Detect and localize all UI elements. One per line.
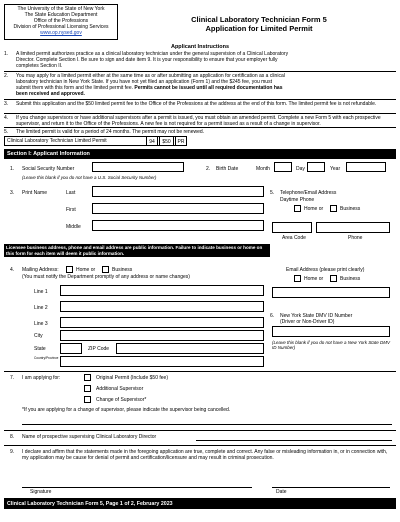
apply-label: I am applying for: [22,375,61,381]
item-number: 1. [10,166,15,172]
phone-business-label: Business [340,206,361,212]
original-permit-label: Original Permit (Include $50 fee) [96,375,168,381]
zip-input[interactable] [116,343,264,354]
permit-label: Clinical Laboratory Technician Limited Permit [7,138,107,144]
phone-label: Phone [348,235,363,241]
line3-label: Line 3 [34,321,48,327]
change-supervisor-label: Change of Supervisor* [96,397,147,403]
email-home-label: Home or [304,276,324,282]
mailing-home-checkbox[interactable] [66,266,73,273]
form-title: Clinical Laboratory Technician Form 5 [191,15,327,24]
instruction-bold: Permits cannot be issued until all required documentation has been received and approved. [16,85,283,97]
phone-input[interactable] [316,222,390,233]
mailing-label: Mailing Address: [22,267,59,273]
cancelled-supervisor-line[interactable] [22,424,392,425]
instructions-heading: Applicant Instructions [170,44,230,50]
city-input[interactable] [60,330,264,341]
section-title: Section I: Applicant Information [7,151,90,157]
phone-home-label: Home or [304,206,324,212]
website-link[interactable]: www.op.nysed.gov [40,30,82,36]
permit-fee: $50 [159,136,174,146]
birth-label: Birth Date [216,166,239,172]
year-label: Year [330,166,341,172]
item-number: 7. [10,375,15,381]
notice-text: Licensee business address, phone and email address are public information. Failure to indicate business or home on this form for each item will deem it public information. [6,245,263,256]
address-line1-input[interactable] [60,285,264,296]
instruction-num: 1. [4,51,9,57]
item-number: 4. [10,267,15,273]
instruction-text: A limited permit authorizes practice as a clinical laboratory technician under the general supervision of a Clinical Laboratory Director. Complete Section I. Be sure to sign and date item 9. It is your responsibility to ensure that your employer fully completes Section II. [16,51,289,69]
address-line3-input[interactable] [60,317,264,328]
phone-business-checkbox[interactable] [330,205,337,212]
ssn-note: (Leave this blank if you do not have a U.S. Social Security Number) [22,175,157,180]
city-label: City [34,333,43,339]
declaration-text: I declare and affirm that the statements made in the foregoing application are true, complete and correct. Any false or misleading information in, or in connection with, my application may be cause for denial of permit and certification/licensure and may result in criminal prosecution. [22,449,388,461]
state-label: State [34,346,46,352]
item-number: 2. [206,166,211,172]
agency-line: Division of Professional Licensing Services [13,24,109,30]
item-number: 8. [10,434,15,440]
line2-label: Line 2 [34,305,48,311]
date-line[interactable] [272,487,390,488]
signature-label: Signature [30,489,52,495]
supervisor-name-line[interactable] [196,440,392,441]
day-input[interactable] [307,162,325,172]
additional-supervisor-label: Additional Supervisor [96,386,144,392]
mailing-business-checkbox[interactable] [102,266,109,273]
agency-line: The University of the State of New York [17,6,105,12]
area-code-input[interactable] [272,222,312,233]
item-number: 6. [270,313,275,319]
item-number: 9. [10,449,15,455]
instruction-text: If you change supervisors or have additional supervisors after a permit is issued, you must obtain an amended permit. Complete a new Form 5 with each prospective supervisor, and return it to the Office of the Professions. A new fee is not required for a permit issued as a result of a change in supervisor. [16,115,381,127]
dmv-input[interactable] [272,326,390,337]
instruction-num: 3. [4,101,9,107]
mailing-note: (You must notify the Department promptly of any address or name changes) [22,274,190,280]
header [4,4,396,42]
phone-home-checkbox[interactable] [294,205,301,212]
instruction-num: 5. [4,129,9,135]
year-input[interactable] [346,162,386,172]
item-number: 5. [270,190,275,196]
middle-name-input[interactable] [92,220,264,231]
mailing-business-label: Business [112,267,133,273]
month-label: Month [256,166,270,172]
state-input[interactable] [60,343,82,354]
first-label: First [66,207,76,213]
ssn-label: Social Security Number [22,166,75,172]
date-label: Date [276,489,287,495]
day-label: Day [296,166,305,172]
item-number: 3. [10,190,15,196]
instruction-item-2 [16,73,288,97]
email-home-checkbox[interactable] [294,275,301,282]
email-business-checkbox[interactable] [330,275,337,282]
ssn-input[interactable] [92,162,184,172]
instruction-text: The limited permit is valid for a period of 24 months. The permit may not be renewed. [16,129,205,135]
address-line2-input[interactable] [60,301,264,312]
dmv-note: (Leave this blank if you do not have a New York State DMV ID Number) [272,340,390,351]
supervisor-name-label: Name of prospective supervising Clinical Laboratory Director [22,434,157,440]
agency-line: Office of the Professions [33,18,89,24]
last-label: Last [66,190,76,196]
change-supervisor-checkbox[interactable] [84,396,91,403]
additional-supervisor-checkbox[interactable] [84,385,91,392]
daytime-label: Daytime Phone [280,197,315,203]
dmv-label: New York State DMV ID Number [280,313,353,319]
area-code-label: Area Code [282,235,306,241]
mailing-home-label: Home or [76,267,96,273]
dmv-sublabel: (Driver or Non-Driver ID) [280,319,335,325]
country-label: Country/Province [34,356,59,360]
form-page [4,4,396,514]
month-input[interactable] [274,162,292,172]
email-label: Email Address (please print clearly) [286,267,365,273]
phone-heading: Telephone/Email Address [280,190,337,196]
signature-line[interactable] [22,487,252,488]
instruction-text: You may apply for a limited permit either at the same time as or after submitting an application for certification as a clinical laboratory technician in New York State. If you have not yet filed an application (Form 1) and the $245 fee, you must submit them with this form and the limited permit fee. [16,73,285,91]
email-input[interactable] [272,287,390,298]
apply-note: *If you are applying for a change of supervisor, please indicate the supervisor being cancelled. [22,407,231,413]
first-name-input[interactable] [92,203,264,214]
instruction-num: 2. [4,73,9,79]
instruction-num: 4. [4,115,9,121]
email-business-label: Business [340,276,361,282]
permit-type: PR [175,136,187,146]
footer-text: Clinical Laboratory Technician Form 5, Page 1 of 2, February 2023 [7,501,173,507]
agency-line: The State Education Department [24,12,98,18]
country-input[interactable] [60,356,264,367]
form-subtitle: Application for Limited Permit [205,24,313,33]
name-label: Print Name [22,190,48,196]
line1-label: Line 1 [34,289,48,295]
instruction-text: Submit this application and the $50 limited permit fee to the Office of the Professions at the address at the end of this form. The limited permit fee is not refundable. [16,101,377,107]
middle-label: Middle [66,224,81,230]
permit-code: 94 [146,136,158,146]
original-permit-checkbox[interactable] [84,374,91,381]
zip-label: ZIP Code [88,346,110,352]
last-name-input[interactable] [92,186,264,197]
